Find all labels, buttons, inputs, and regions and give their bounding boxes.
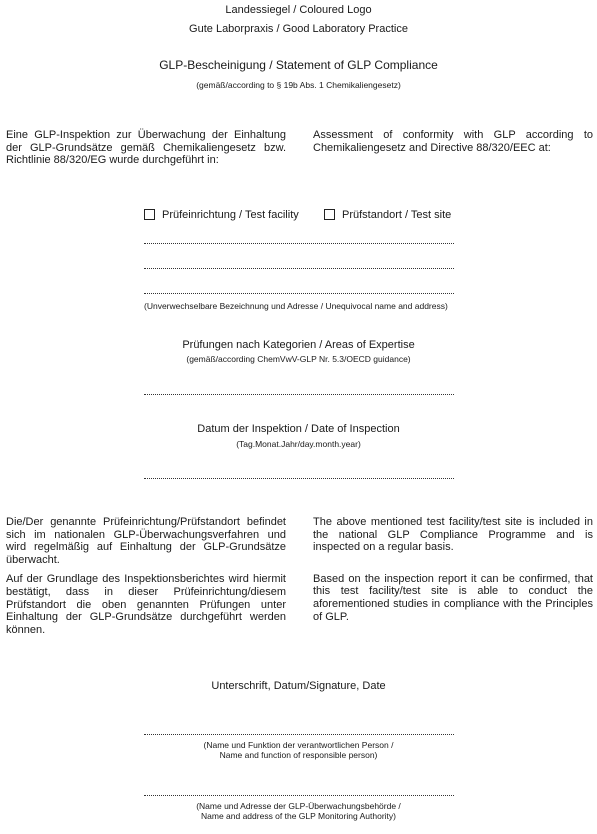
test-site-label: Prüfstandort / Test site <box>342 209 452 221</box>
inspection-date-title: Datum der Inspektion / Date of Inspection <box>197 423 400 435</box>
address-line-2[interactable] <box>144 268 454 269</box>
test-facility-option[interactable] <box>144 209 299 221</box>
intro-english <box>313 129 593 154</box>
authority-note-2: Name and address of the GLP Monitoring Authority) <box>201 811 396 821</box>
intro-german-text: Eine GLP-Inspektion zur Überwachung der Einhaltung der GLP-Grundsätze gemäß Chemikaliengesetz bzw. Richtlinie 88/320/EG wurde durchgeführt in: <box>6 129 286 167</box>
responsible-person-note-2: Name and function of responsible person) <box>219 750 378 760</box>
glp-heading: Gute Laborpraxis / Good Laboratory Practice <box>189 23 408 35</box>
expertise-note: (gemäß/according ChemVwV-GLP Nr. 5.3/OECD guidance) <box>186 354 411 364</box>
address-note: (Unverwechselbare Bezeichnung und Adresse / Unequivocal name and address) <box>144 301 448 311</box>
document-subtitle: (gemäß/according to § 19b Abs. 1 Chemikaliengesetz) <box>196 80 401 90</box>
inspection-date-line[interactable] <box>144 478 454 479</box>
intro-german <box>6 129 286 167</box>
expertise-title: Prüfungen nach Kategorien / Areas of Expertise <box>182 339 415 351</box>
body-english-p1: The above mentioned test facility/test site is included in the national GLP Compliance Programme and is inspected on a regular basis. <box>313 516 593 554</box>
body-english-p2: Based on the inspection report it can be confirmed, that this test facility/test site is able to conduct the aforementioned studies in compliance with the Principles of GLP. <box>313 572 593 623</box>
expertise-line[interactable] <box>144 394 454 395</box>
logo-placeholder-line: Landessiegel / Coloured Logo <box>225 4 372 16</box>
inspection-date-note: (Tag.Monat.Jahr/day.month.year) <box>236 439 361 449</box>
intro-english-text: Assessment of conformity with GLP according to Chemikaliengesetz and Directive 88/320/EEC at: <box>313 129 593 154</box>
responsible-person-note-1: (Name und Funktion der verantwortlichen Person / <box>203 740 394 750</box>
body-german-p1: Die/Der genannte Prüfeinrichtung/Prüfstandort befindet sich im nationalen GLP-Überwachungsverfahren und wird regelmäßig auf Einhaltung der GLP-Grundsätze überwacht. <box>6 516 286 566</box>
address-line-3[interactable] <box>144 293 454 294</box>
document-title: GLP-Bescheinigung / Statement of GLP Compliance <box>159 58 438 72</box>
test-site-option[interactable] <box>324 209 451 221</box>
test-facility-checkbox[interactable] <box>144 209 155 220</box>
address-line-1[interactable] <box>144 243 454 244</box>
body-english <box>313 516 593 623</box>
body-german-p2: Auf der Grundlage des Inspektionsberichtes wird hiermit bestätigt, dass in dieser Prüfeinrichtung/diesem Prüfstandort die oben genannten Prüfungen unter Einhaltung der GLP-Grundsätze durchgeführt werden können. <box>6 573 286 636</box>
test-facility-label: Prüfeinrichtung / Test facility <box>162 209 299 221</box>
signature-line[interactable] <box>144 734 454 735</box>
authority-note-1: (Name und Adresse der GLP-Überwachungsbehörde / <box>196 801 401 811</box>
test-site-checkbox[interactable] <box>324 209 335 220</box>
body-german <box>6 516 286 636</box>
authority-line[interactable] <box>144 795 454 796</box>
signature-title: Unterschrift, Datum/Signature, Date <box>211 680 386 692</box>
